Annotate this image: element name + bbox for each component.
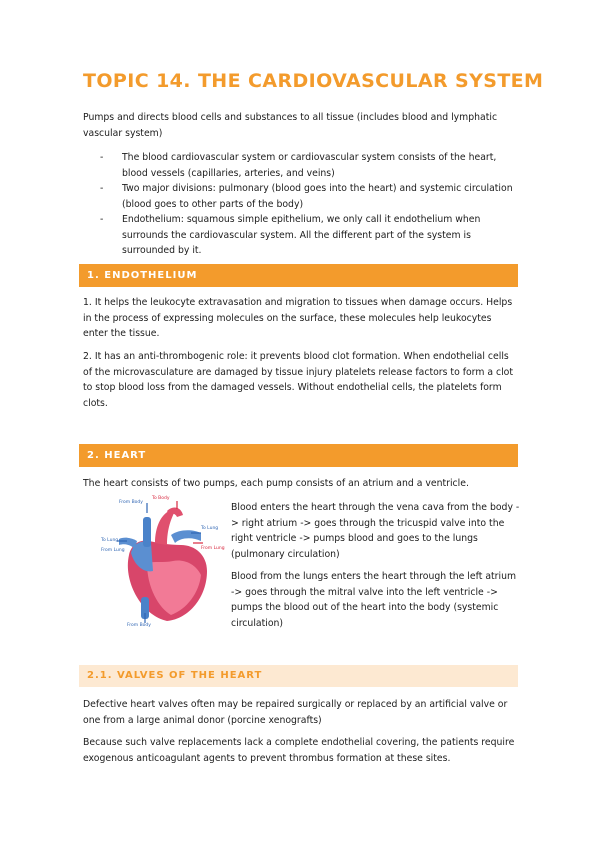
label-from-body-top: From Body: [119, 500, 143, 505]
list-item: - The blood cardiovascular system or cardiovascular system consists of the heart, blood vessels (capillaries, arteries, and veins): [100, 152, 497, 179]
heart-paragraph-2: Blood enters the heart through the vena cava from the body -> right atrium -> goes through the tricuspid valve into the right ventricle -> pumps blood and goes to the lungs (pulmonary circulation): [231, 502, 520, 560]
bullet-dash: -: [100, 152, 104, 163]
section-heading-valves: 2.1. VALVES OF THE HEART: [79, 665, 518, 687]
endothelium-paragraph-1: 1. It helps the leukocyte extravasation and migration to tissues when damage occurs. Helps in the process of expressing molecules on the surface, these molecules help leukocytes enter the tissue.: [83, 297, 513, 339]
heart-paragraph-1: The heart consists of two pumps, each pump consists of an atrium and a ventricle.: [83, 478, 469, 489]
label-to-lung-left: To Lung: [101, 538, 119, 543]
section-heading-endothelium: 1. ENDOTHELIUM: [79, 264, 518, 287]
label-from-lung-right: From Lung: [201, 546, 225, 551]
label-from-lung-left: From Lung: [101, 548, 125, 553]
bullet-dash: -: [100, 183, 104, 194]
label-to-lung-right: To Lung: [201, 526, 219, 531]
heart-paragraph-3: Blood from the lungs enters the heart through the left atrium -> goes through the mitral valve into the left ventricle -> pumps the blood out of the heart into the body (systemic circulation): [231, 571, 517, 629]
heart-diagram: [97, 493, 225, 628]
bullet-list: [100, 150, 520, 259]
label-to-body: To Body: [152, 496, 170, 501]
list-item: - Two major divisions: pulmonary (blood goes into the heart) and systemic circulation (blood goes to other parts of the body): [100, 183, 513, 210]
bullet-dash: -: [100, 214, 104, 225]
list-item: - Endothelium: squamous simple epithelium, we only call it endothelium when surrounds the cardiovascular system. All the different part of the system is surrounded by it.: [100, 214, 481, 256]
label-from-body-bottom: From Body: [127, 623, 151, 628]
intro-paragraph: Pumps and directs blood cells and substances to all tissue (includes blood and lymphatic vascular system): [83, 112, 498, 139]
section-heading-heart: 2. HEART: [79, 444, 518, 467]
valves-paragraph-1: Defective heart valves often may be repaired surgically or replaced by an artificial valve or one from a large animal donor (porcine xenografts): [83, 699, 508, 726]
endothelium-paragraph-2: 2. It has an anti-thrombogenic role: it prevents blood clot formation. When endothelial cells of the microvasculature are damaged by tissue injury platelets release factors to form a clot to stop blood loss from the damaged vessels. Without endothelial cells, the platelets form clots.: [83, 351, 514, 409]
page-title: TOPIC 14. THE CARDIOVASCULAR SYSTEM: [83, 70, 544, 92]
valves-paragraph-2: Because such valve replacements lack a complete endothelial covering, the patients require exogenous anticoagulant agents to prevent thrombus formation at these sites.: [83, 737, 515, 764]
